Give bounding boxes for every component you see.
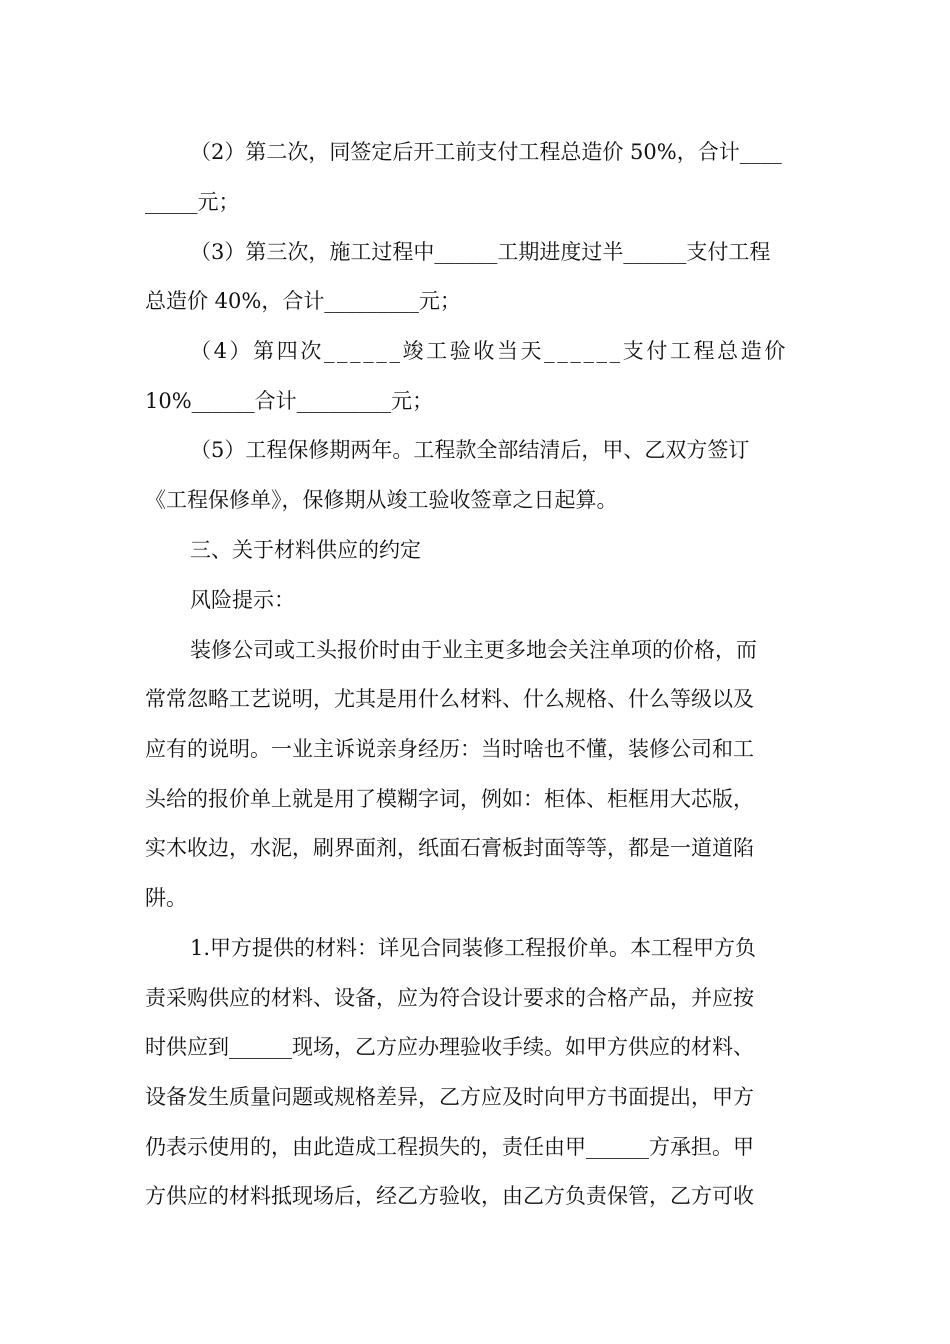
text-line: 1.甲方提供的材料：详见合同装修工程报价单。本工程甲方负 <box>190 936 757 960</box>
text-line: 时供应到______现场，乙方应办理验收手续。如甲方供应的材料、 <box>145 1035 754 1059</box>
text-line: 阱。 <box>145 886 187 910</box>
risk-label: 风险提示： <box>190 588 295 612</box>
text-line: 常常忽略工艺说明，尤其是用什么材料、什么规格、什么等级以及 <box>145 687 754 711</box>
text-line: 10%______合计_________元； <box>145 389 434 413</box>
text-line: （4）第四次______竣工验收当天______支付工程总造价 <box>190 339 788 363</box>
text-line: （3）第三次，施工过程中______工期进度过半______支付工程 <box>190 240 771 264</box>
text-line: 设备发生质量问题或规格差异，乙方应及时向甲方书面提出，甲方 <box>145 1085 754 1109</box>
text-line: 装修公司或工头报价时由于业主更多地会关注单项的价格，而 <box>190 638 757 662</box>
text-line: 头给的报价单上就是用了模糊字词，例如：柜体、柜框用大芯版， <box>145 787 754 811</box>
text-line: 方供应的材料抵现场后，经乙方验收，由乙方负责保管，乙方可收 <box>145 1184 754 1208</box>
text-line: 仍表示使用的，由此造成工程损失的，责任由甲______方承担。甲 <box>145 1135 754 1159</box>
section-heading: 三、关于材料供应的约定 <box>190 538 421 562</box>
text-line: 责采购供应的材料、设备，应为符合设计要求的合格产品，并应按 <box>145 986 754 1010</box>
text-line: 总造价 40%，合计_________元； <box>145 289 461 313</box>
text-line: 实木收边，水泥，刷界面剂，纸面石膏板封面等等，都是一道道陷 <box>145 836 754 860</box>
text-line: （5）工程保修期两年。工程款全部结清后，甲、乙双方签订 <box>190 438 750 462</box>
text-line: 应有的说明。一业主诉说亲身经历：当时啥也不懂，装修公司和工 <box>145 737 754 761</box>
text-line: 《工程保修单》，保修期从竣工验收签章之日起算。 <box>145 488 618 512</box>
text-line: （2）第二次，同签定后开工前支付工程总造价 50%，合计____ <box>190 140 782 164</box>
text-line: _____元； <box>145 190 240 214</box>
